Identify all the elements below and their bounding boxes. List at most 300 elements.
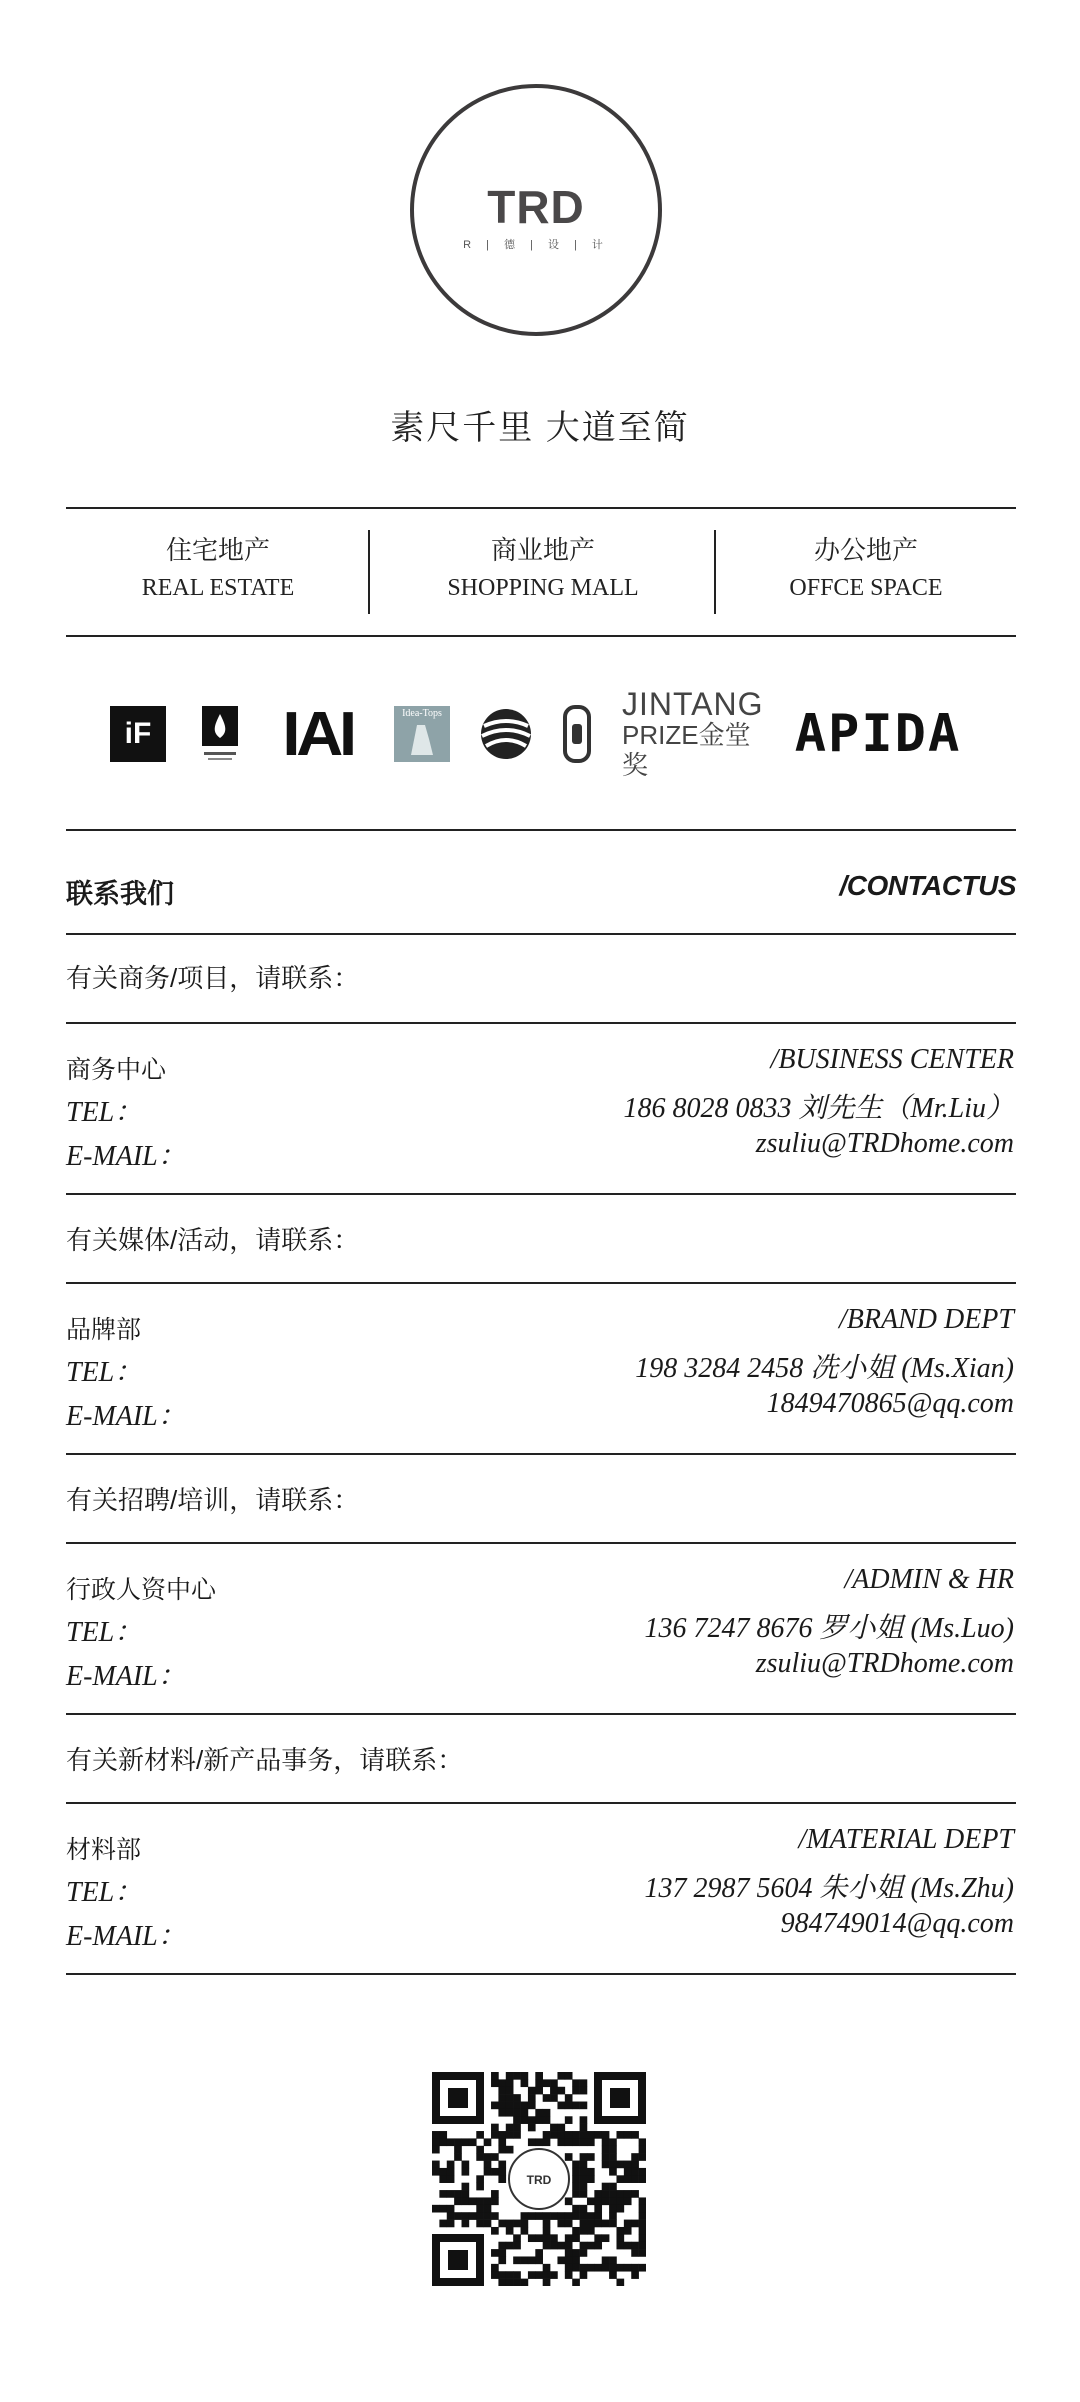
qr-module: [624, 2264, 632, 2272]
qr-module: [447, 2205, 455, 2213]
if-award-text: iF: [124, 717, 152, 750]
qr-module: [491, 2102, 499, 2110]
qr-module: [543, 2279, 551, 2286]
qr-module: [432, 2146, 440, 2154]
qr-module: [513, 2124, 521, 2132]
tel-label: TEL：: [66, 1097, 143, 1128]
qr-module: [557, 2131, 565, 2139]
qr-module: [594, 2205, 602, 2213]
qr-module: [498, 2175, 506, 2183]
qr-module: [572, 2161, 580, 2169]
divider: [66, 1973, 1016, 1975]
qr-module: [506, 2072, 514, 2080]
qr-module: [572, 2227, 580, 2235]
qr-module: [439, 2190, 447, 2198]
qr-module: [587, 2212, 595, 2220]
divider: [66, 1802, 1016, 1804]
qr-module: [602, 2153, 610, 2161]
category-cn: 商业地产: [490, 535, 595, 565]
qr-module: [572, 2205, 580, 2213]
qr-module: [462, 2161, 470, 2169]
qr-module: [565, 2264, 573, 2272]
qr-module: [565, 2212, 573, 2220]
qr-module: [594, 2264, 602, 2272]
qr-module: [580, 2168, 588, 2176]
qr-module: [639, 2212, 646, 2220]
qr-module: [565, 2242, 573, 2250]
qr-module: [631, 2264, 639, 2272]
qr-module: [616, 2234, 624, 2242]
qr-module: [506, 2279, 514, 2286]
qr-module: [631, 2220, 639, 2228]
qr-module: [580, 2190, 588, 2198]
qr-module: [594, 2234, 602, 2242]
qr-module: [491, 2168, 499, 2176]
qr-module: [521, 2279, 529, 2286]
qr-module: [557, 2256, 565, 2264]
qr-module: [565, 2153, 573, 2161]
qr-module: [580, 2124, 588, 2132]
qr-module: [616, 2279, 624, 2286]
divider: [714, 530, 716, 614]
qr-module: [476, 2175, 484, 2183]
qr-module: [631, 2271, 639, 2279]
qr-module: [572, 2087, 580, 2095]
qr-module: [602, 2161, 610, 2169]
qr-module: [521, 2079, 529, 2087]
qr-module: [550, 2087, 558, 2095]
tel-label: TEL：: [66, 1877, 143, 1908]
qr-module: [580, 2220, 588, 2228]
qr-module: [572, 2190, 580, 2198]
qr-module: [602, 2220, 610, 2228]
qr-module: [624, 2161, 632, 2169]
qr-module: [535, 2087, 543, 2095]
qr-module: [535, 2072, 543, 2080]
tel-value[interactable]: 136 7247 8676 罗小姐 (Ms.Luo): [644, 1613, 1014, 1644]
qr-module: [521, 2212, 529, 2220]
qr-module: [491, 2249, 499, 2257]
email-value[interactable]: 1849470865@qq.com: [766, 1388, 1014, 1419]
qr-module: [639, 2227, 646, 2235]
qr-module: [616, 2161, 624, 2169]
qr-module: [491, 2124, 499, 2132]
qr-module: [484, 2197, 492, 2205]
qr-module: [565, 2131, 573, 2139]
qr-module: [476, 2220, 484, 2228]
divider: [66, 635, 1016, 637]
qr-module: [580, 2153, 588, 2161]
qr-module: [498, 2220, 506, 2228]
qr-module: [631, 2249, 639, 2257]
qr-module: [439, 2175, 447, 2183]
qr-module: [469, 2212, 477, 2220]
qr-module: [609, 2271, 617, 2279]
red-dot-award-logo: [200, 704, 240, 764]
qr-module: [602, 2190, 610, 2198]
qr-module: [506, 2242, 514, 2250]
qr-module: [550, 2271, 558, 2279]
tel-label: TEL：: [66, 1357, 143, 1388]
qr-module: [521, 2220, 529, 2228]
qr-module: [631, 2175, 639, 2183]
qr-module: [572, 2102, 580, 2110]
email-value[interactable]: 984749014@qq.com: [780, 1908, 1014, 1939]
apida-text: APIDA: [794, 704, 962, 764]
inquiry-recruitment: 有关招聘/培训，请联系：: [66, 1485, 360, 1515]
qr-module: [506, 2146, 514, 2154]
qr-module: [572, 2168, 580, 2176]
qr-module: [624, 2242, 632, 2250]
qr-module: [557, 2242, 565, 2250]
tel-label: TEL：: [66, 1617, 143, 1648]
qr-module: [639, 2168, 646, 2176]
qr-module: [498, 2079, 506, 2087]
qr-module: [565, 2072, 573, 2080]
qr-module: [528, 2094, 536, 2102]
divider: [66, 1282, 1016, 1284]
qr-module: [506, 2220, 514, 2228]
qr-module: [498, 2161, 506, 2169]
qr-module: [602, 2146, 610, 2154]
qr-module: [462, 2190, 470, 2198]
qr-module: [639, 2249, 646, 2257]
qr-module: [543, 2094, 551, 2102]
qr-module: [454, 2153, 462, 2161]
qr-module: [602, 2138, 610, 2146]
qr-module: [639, 2146, 646, 2154]
qr-module: [484, 2138, 492, 2146]
qr-module: [498, 2094, 506, 2102]
award-logos: [108, 686, 968, 780]
inquiry-materials: 有关新材料/新产品事务，请联系：: [66, 1745, 464, 1775]
qr-module: [491, 2271, 499, 2279]
qr-module: [506, 2109, 514, 2117]
qr-module: [513, 2116, 521, 2124]
qr-module: [639, 2220, 646, 2228]
qr-module: [609, 2205, 617, 2213]
category-office-space[interactable]: [756, 530, 976, 606]
qr-module: [609, 2256, 617, 2264]
qr-module: [609, 2138, 617, 2146]
qr-module: [631, 2242, 639, 2250]
qr-module: [521, 2102, 529, 2110]
qr-module: [550, 2094, 558, 2102]
qr-module: [631, 2153, 639, 2161]
contact-title-en: /CONTACTUS: [839, 870, 1016, 901]
qr-module: [609, 2183, 617, 2191]
qr-module: [513, 2242, 521, 2250]
qr-module: [602, 2256, 610, 2264]
qr-module: [594, 2212, 602, 2220]
qr-module: [609, 2212, 617, 2220]
iai-award-logo: [276, 700, 360, 769]
qr-module: [521, 2116, 529, 2124]
qr-module: [469, 2138, 477, 2146]
qr-module: [580, 2271, 588, 2279]
qr-module: [528, 2271, 536, 2279]
apida-award-logo: [788, 704, 968, 764]
qr-module: [557, 2102, 565, 2110]
qr-module: [528, 2234, 536, 2242]
category-cn: 住宅地产: [165, 535, 270, 565]
qr-module: [513, 2234, 521, 2242]
divider: [66, 1193, 1016, 1195]
qr-module: [580, 2264, 588, 2272]
qr-module: [639, 2242, 646, 2250]
qr-module: [521, 2256, 529, 2264]
email-label: E-MAIL：: [66, 1141, 186, 1172]
dept-name: 品牌部: [66, 1316, 142, 1344]
divider: [66, 1453, 1016, 1455]
qr-module: [513, 2256, 521, 2264]
qr-module: [535, 2138, 543, 2146]
qr-module: [565, 2197, 573, 2205]
qr-module: [565, 2138, 573, 2146]
qr-module: [565, 2220, 573, 2228]
email-label: E-MAIL：: [66, 1401, 186, 1432]
qr-module: [631, 2161, 639, 2169]
qr-module: [528, 2124, 536, 2132]
qr-module: [543, 2138, 551, 2146]
dept-name: 行政人资中心: [66, 1576, 217, 1604]
qr-module: [484, 2153, 492, 2161]
qr-module: [543, 2234, 551, 2242]
email-value[interactable]: zsuliu@TRDhome.com: [755, 1648, 1014, 1679]
qr-module: [639, 2205, 646, 2213]
qr-module: [609, 2220, 617, 2228]
qr-module: [476, 2146, 484, 2154]
qr-module: [624, 2197, 632, 2205]
tel-value[interactable]: 137 2987 5604 朱小姐 (Ms.Zhu): [644, 1873, 1014, 1904]
qr-center-text: TRD: [526, 2173, 552, 2187]
divider: [368, 530, 370, 614]
qr-module: [580, 2183, 588, 2191]
qr-module: [454, 2197, 462, 2205]
dept-name-en: /BRAND DEPT: [839, 1304, 1014, 1335]
qr-module: [572, 2079, 580, 2087]
qr-module: [476, 2153, 484, 2161]
qr-module: [447, 2220, 455, 2228]
qr-module: [439, 2131, 447, 2139]
qr-module: [565, 2102, 573, 2110]
qr-module: [432, 2138, 440, 2146]
qr-module: [609, 2190, 617, 2198]
qr-module: [616, 2205, 624, 2213]
inquiry-media: 有关媒体/活动，请联系：: [66, 1225, 360, 1255]
qr-module: [572, 2279, 580, 2286]
qr-module: [476, 2131, 484, 2139]
qr-module: [594, 2131, 602, 2139]
qr-module: [572, 2175, 580, 2183]
qr-module: [491, 2079, 499, 2087]
jintang-prize-text: PRIZE金堂奖: [622, 720, 751, 780]
qr-module: [602, 2131, 610, 2139]
category-shopping-mall[interactable]: [420, 530, 666, 606]
qr-module: [447, 2175, 455, 2183]
qr-module: [447, 2138, 455, 2146]
qr-module: [580, 2212, 588, 2220]
qr-module: [543, 2131, 551, 2139]
qr-module: [572, 2249, 580, 2257]
tel-value[interactable]: 198 3284 2458 冼小姐 (Ms.Xian): [635, 1353, 1014, 1384]
qr-module: [543, 2116, 551, 2124]
qr-module: [580, 2175, 588, 2183]
dept-name: 材料部: [66, 1836, 142, 1864]
qr-module: [491, 2264, 499, 2272]
qr-module: [639, 2175, 646, 2183]
qr-module: [557, 2072, 565, 2080]
divider: [66, 933, 1016, 935]
qr-module: [550, 2234, 558, 2242]
qr-module: [639, 2264, 646, 2272]
qr-module: [572, 2138, 580, 2146]
divider: [66, 507, 1016, 509]
qr-module: [439, 2205, 447, 2213]
qr-module: [580, 2161, 588, 2169]
tel-value[interactable]: 186 8028 0833 刘先生（Mr.Liu）: [623, 1093, 1014, 1124]
qr-module: [513, 2072, 521, 2080]
qr-module: [565, 2094, 573, 2102]
category-en: REAL ESTATE: [141, 575, 295, 601]
qr-module: [528, 2212, 536, 2220]
divider: [66, 1022, 1016, 1024]
category-en: OFFCE SPACE: [789, 575, 943, 601]
qr-module: [557, 2138, 565, 2146]
qr-module: [631, 2168, 639, 2176]
qr-module: [521, 2072, 529, 2080]
jintang-prize-logo: [622, 686, 764, 780]
qr-module: [616, 2131, 624, 2139]
qr-module: [476, 2212, 484, 2220]
qr-module: [639, 2138, 646, 2146]
qr-module: [594, 2242, 602, 2250]
divider: [66, 829, 1016, 831]
qr-module: [550, 2131, 558, 2139]
qr-module: [543, 2220, 551, 2228]
qr-module: [594, 2220, 602, 2228]
qr-module: [639, 2234, 646, 2242]
qr-module: [498, 2168, 506, 2176]
qr-module: [543, 2212, 551, 2220]
qr-module: [498, 2256, 506, 2264]
qr-module: [432, 2205, 440, 2213]
qr-module: [565, 2249, 573, 2257]
category-real-estate[interactable]: [106, 530, 330, 606]
email-value[interactable]: zsuliu@TRDhome.com: [755, 1128, 1014, 1159]
idea-tops-text: Idea-Tops: [402, 708, 442, 719]
qr-module: [521, 2227, 529, 2235]
qr-module: [587, 2138, 595, 2146]
divider: [66, 1542, 1016, 1544]
qr-module: [535, 2109, 543, 2117]
qr-module: [631, 2131, 639, 2139]
qr-module: [624, 2190, 632, 2198]
category-en: SHOPPING MALL: [447, 575, 639, 601]
qr-module: [484, 2220, 492, 2228]
qr-module: [454, 2212, 462, 2220]
qr-module: [639, 2197, 646, 2205]
qr-module: [491, 2212, 499, 2220]
qr-module: [594, 2197, 602, 2205]
qr-module: [454, 2138, 462, 2146]
qr-module: [535, 2079, 543, 2087]
qr-module: [462, 2138, 470, 2146]
qr-module: [543, 2079, 551, 2087]
qr-module: [491, 2072, 499, 2080]
qr-module: [439, 2168, 447, 2176]
qr-module: [432, 2161, 440, 2169]
qr-module: [587, 2220, 595, 2228]
qr-module: [535, 2212, 543, 2220]
qr-module: [639, 2153, 646, 2161]
email-label: E-MAIL：: [66, 1921, 186, 1952]
qr-module: [506, 2094, 514, 2102]
qr-module: [454, 2190, 462, 2198]
qr-module: [447, 2168, 455, 2176]
qr-module: [609, 2153, 617, 2161]
qr-module: [462, 2197, 470, 2205]
qr-module: [587, 2175, 595, 2183]
qr-module: [484, 2168, 492, 2176]
qr-module: [528, 2102, 536, 2110]
qr-module: [580, 2131, 588, 2139]
muse-award-logo: [562, 704, 592, 764]
qr-module: [535, 2249, 543, 2257]
qr-module: [513, 2094, 521, 2102]
qr-module: [491, 2190, 499, 2198]
qr-module: [624, 2220, 632, 2228]
qr-module: [602, 2197, 610, 2205]
qr-module: [506, 2124, 514, 2132]
qr-module: [528, 2256, 536, 2264]
reddot-sphere-award-logo: [478, 706, 534, 762]
qr-module: [454, 2146, 462, 2154]
qr-module: [476, 2197, 484, 2205]
qr-module: [506, 2079, 514, 2087]
qr-module: [432, 2131, 440, 2139]
qr-module: [513, 2131, 521, 2139]
qr-module: [462, 2212, 470, 2220]
slogan: 素尺千里 大道至简: [390, 409, 690, 447]
qr-module: [498, 2271, 506, 2279]
qr-module: [543, 2264, 551, 2272]
qr-module: [462, 2220, 470, 2228]
qr-module: [609, 2197, 617, 2205]
logo-subtitle: R | 德 | 设 | 计: [463, 239, 609, 251]
qr-module: [447, 2190, 455, 2198]
qr-module: [572, 2234, 580, 2242]
qr-module: [491, 2227, 499, 2235]
qr-module: [462, 2168, 470, 2176]
qr-code[interactable]: [432, 2072, 646, 2286]
qr-module: [535, 2234, 543, 2242]
jintang-text: JINTANG: [622, 686, 764, 722]
qr-module: [572, 2264, 580, 2272]
qr-module: [602, 2234, 610, 2242]
qr-module: [557, 2212, 565, 2220]
qr-module: [587, 2264, 595, 2272]
qr-module: [506, 2102, 514, 2110]
qr-module: [616, 2197, 624, 2205]
qr-module: [498, 2102, 506, 2110]
qr-module: [498, 2138, 506, 2146]
inquiry-business: 有关商务/项目，请联系：: [66, 963, 360, 993]
trd-logo: [410, 84, 662, 336]
qr-module: [602, 2183, 610, 2191]
qr-module: [616, 2190, 624, 2198]
qr-module: [498, 2279, 506, 2286]
